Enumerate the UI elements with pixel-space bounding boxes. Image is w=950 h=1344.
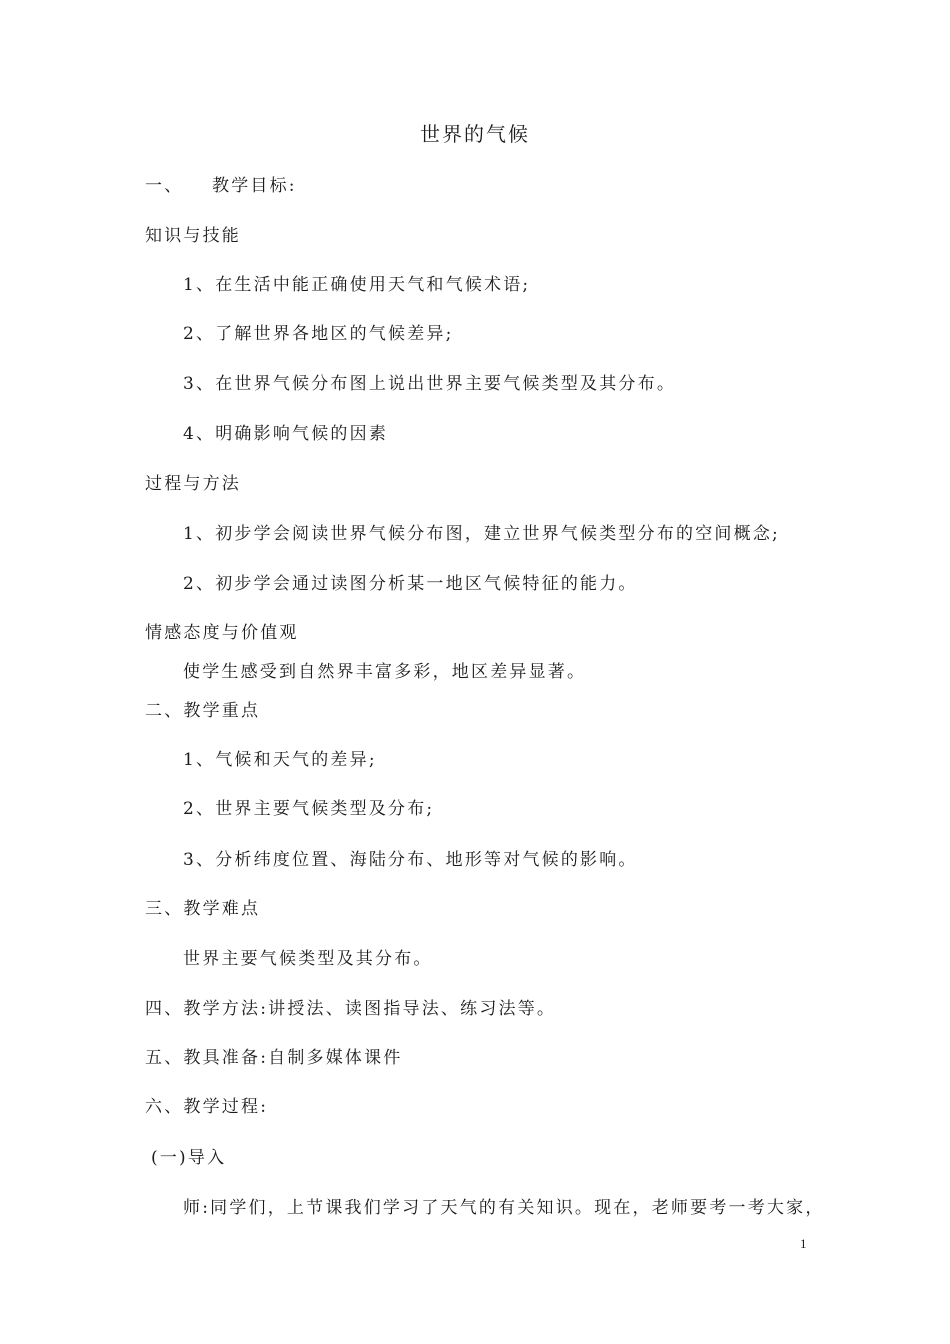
- process-item: 1、初步学会阅读世界气候分布图，建立世界气候类型分布的空间概念;: [183, 524, 780, 544]
- section-4-heading: 四、教学方法:讲授法、读图指导法、练习法等。: [145, 999, 557, 1019]
- knowledge-item: 3、在世界气候分布图上说出世界主要气候类型及其分布。: [183, 374, 677, 394]
- process-item: 2、初步学会通过读图分析某一地区气候特征的能力。: [183, 574, 638, 594]
- section-1-heading: [145, 175, 297, 197]
- knowledge-item: 2、了解世界各地区的气候差异;: [183, 324, 454, 344]
- knowledge-item: 1、在生活中能正确使用天气和气候术语;: [183, 275, 531, 295]
- emotion-heading: 情感态度与价值观: [145, 623, 299, 643]
- key-point-item: 2、世界主要气候类型及分布;: [183, 799, 435, 819]
- document-title: 世界的气候: [420, 122, 530, 146]
- section-6-heading: 六、教学过程:: [145, 1097, 269, 1117]
- intro-paragraph: 师:同学们，上节课我们学习了天气的有关知识。现在，老师要考一考大家，: [183, 1198, 825, 1218]
- key-point-item: 3、分析纬度位置、海陆分布、地形等对气候的影响。: [183, 850, 638, 870]
- emotion-text: 使学生感受到自然界丰富多彩，地区差异显著。: [183, 662, 587, 682]
- subsection-intro-heading: (一)导入: [151, 1148, 227, 1168]
- section-5-heading: 五、教具准备:自制多媒体课件: [145, 1048, 403, 1068]
- section-1-title: 教学目标:: [212, 176, 297, 196]
- section-2-heading: 二、教学重点: [145, 701, 261, 721]
- process-heading: 过程与方法: [145, 474, 241, 494]
- section-3-heading: 三、教学难点: [145, 899, 261, 919]
- knowledge-item: 4、明确影响气候的因素: [183, 424, 389, 444]
- difficulty-text: 世界主要气候类型及其分布。: [183, 949, 433, 969]
- section-1-number: 一、: [145, 176, 184, 196]
- page-number: 1: [800, 1236, 807, 1251]
- knowledge-heading: 知识与技能: [145, 226, 241, 246]
- key-point-item: 1、气候和天气的差异;: [183, 750, 377, 770]
